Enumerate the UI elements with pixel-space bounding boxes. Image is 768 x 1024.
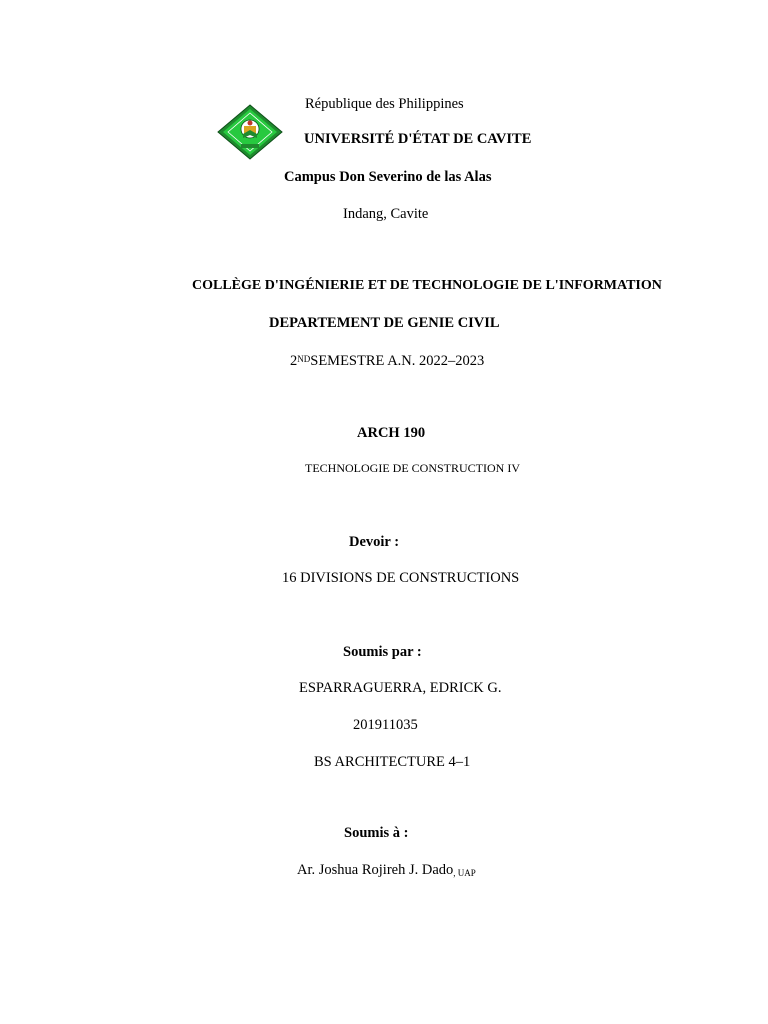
submitted-to-label: Soumis à : (344, 825, 409, 841)
course-code: ARCH 190 (357, 425, 426, 441)
semester (290, 352, 484, 370)
country-name: République des Philippines (305, 96, 464, 112)
student-id: 201911035 (353, 717, 418, 733)
submitted-by-label: Soumis par : (343, 644, 422, 660)
campus-name: Campus Don Severino de las Alas (284, 169, 492, 185)
university-seal-icon (217, 104, 283, 160)
department-name: DEPARTEMENT DE GENIE CIVIL (269, 315, 500, 331)
instructor-suffix: , UAP (453, 868, 476, 878)
campus-location: Indang, Cavite (343, 206, 429, 222)
semester-number: 2 (290, 353, 298, 369)
assignment-label: Devoir : (349, 534, 400, 550)
semester-text: SEMESTRE A.N. 2022–2023 (310, 353, 485, 369)
college-name: COLLÈGE D'INGÉNIERIE ET DE TECHNOLOGIE DE L'INFORMATION (192, 278, 662, 293)
instructor (297, 861, 476, 879)
course-title: TECHNOLOGIE DE CONSTRUCTION IV (305, 461, 520, 475)
instructor-name: Ar. Joshua Rojireh J. Dado (297, 862, 454, 878)
semester-ordinal: ND (297, 354, 311, 364)
student-program: BS ARCHITECTURE 4–1 (314, 754, 471, 770)
assignment-title: 16 DIVISIONS DE CONSTRUCTIONS (282, 570, 520, 586)
university-name: UNIVERSITÉ D'ÉTAT DE CAVITE (304, 131, 532, 147)
student-name: ESPARRAGUERRA, EDRICK G. (299, 680, 502, 696)
